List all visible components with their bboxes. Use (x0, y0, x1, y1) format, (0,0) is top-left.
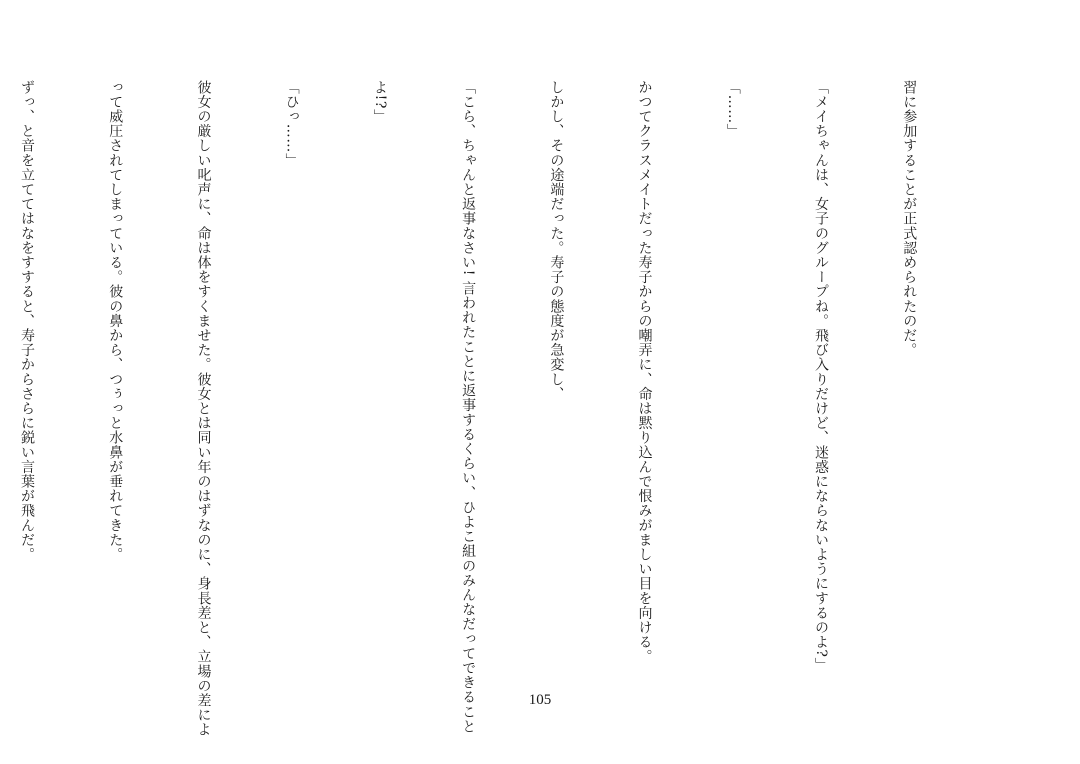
text-line: よ!?」 (371, 80, 388, 124)
text-line: 「ひっ……」 (283, 80, 300, 168)
text-line: 彼女の厳しい叱声に、命は体をすくませた。彼女とは同い年のはずなのに、身長差と、立場の差によ (195, 80, 212, 737)
text-line: 「メイちゃんは、女子のグループね。飛び入りだけど、迷惑にならないようにするのよ?」 (812, 80, 829, 673)
text-line: 「こら、ちゃんと返事なさい! 言われたことに返事するくらい、ひよこ組のみんなだってできること (460, 80, 477, 734)
text-line: 「……」 (724, 80, 741, 139)
page-number: 105 (528, 692, 552, 708)
text-line: 習に参加することが正式認められたのだ。 (901, 80, 918, 358)
text-line: って威圧されてしまっている。彼の鼻から、つぅっと水鼻が垂れてきた。 (107, 80, 124, 562)
text-line: しかし、その途端だった。寿子の態度が急変し、 (548, 80, 565, 402)
text-line: かつてクラスメイトだった寿子からの嘲弄に、命は黙り込んで恨みがましい目を向ける。 (636, 80, 653, 664)
text-line: ずっ、と音を立ててはなをすすると、寿子からさらに鋭い言葉が飛んだ。 (19, 80, 35, 562)
